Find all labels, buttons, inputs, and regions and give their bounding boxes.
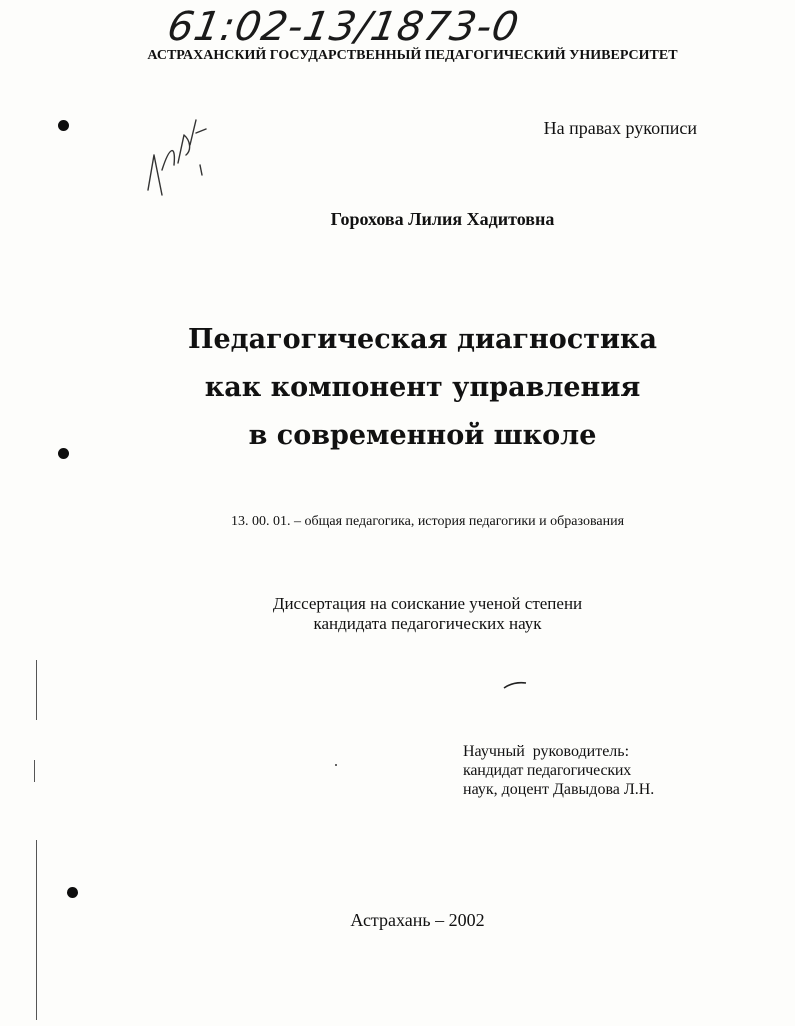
degree-statement: [0, 594, 795, 634]
handwritten-signature-icon: [140, 115, 220, 205]
degree-line: Диссертация на соискание ученой степени: [272, 594, 583, 613]
supervisor-line: кандидат педагогических: [463, 762, 632, 779]
punch-hole-top: [58, 120, 69, 131]
author-name: Горохова Лилия Хадитовна: [330, 209, 555, 229]
specialty-code: 13. 00. 01. – общая педагогика, история педагогики и образования: [230, 514, 625, 529]
pen-stroke-icon: [503, 680, 527, 690]
punch-hole-bottom: [67, 887, 78, 898]
title-line: в современной школе: [248, 420, 597, 451]
dissertation-title: [0, 316, 795, 460]
supervisor-line: наук, доцент Давыдова Л.Н.: [463, 781, 655, 798]
scan-edge-line: [34, 760, 35, 782]
title-line: Педагогическая диагностика: [187, 324, 658, 355]
university-name: АСТРАХАНСКИЙ ГОСУДАРСТВЕННЫЙ ПЕДАГОГИЧЕСКИЙ УНИВЕРСИТЕТ: [147, 48, 678, 63]
title-line: как компонент управления: [204, 372, 641, 403]
scan-edge-line: [36, 660, 37, 720]
degree-line: кандидата педагогических наук: [313, 614, 542, 633]
supervisor-block: [463, 742, 654, 799]
city-year: Астрахань – 2002: [350, 910, 485, 930]
catalog-number: 61:02-13/1873-0: [163, 4, 523, 50]
scan-speck: [335, 764, 337, 766]
manuscript-note: На правах рукописи: [543, 118, 697, 138]
supervisor-line: Научный руководитель:: [463, 743, 630, 760]
